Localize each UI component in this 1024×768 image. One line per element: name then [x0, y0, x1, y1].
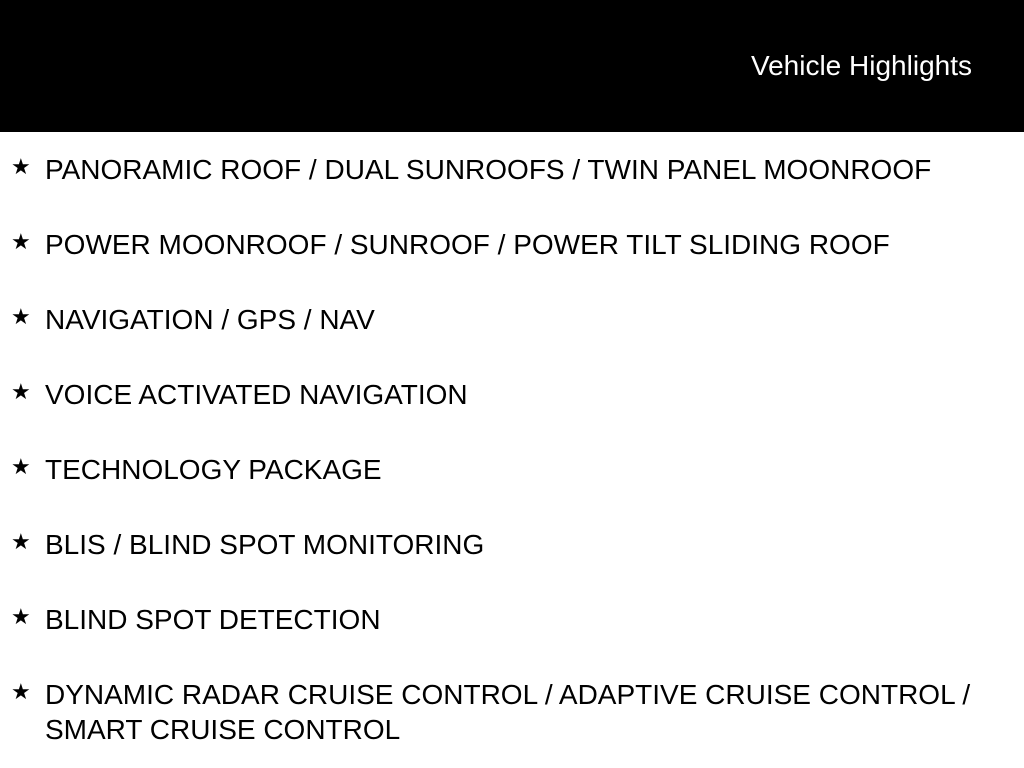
star-icon: ★	[11, 604, 31, 629]
star-icon: ★	[11, 229, 31, 254]
highlight-label: BLIS / BLIND SPOT MONITORING	[45, 529, 485, 560]
list-item	[0, 600, 1024, 675]
vehicle-highlights-list	[0, 150, 1024, 765]
list-item	[0, 675, 1024, 765]
highlight-label: POWER MOONROOF / SUNROOF / POWER TILT SLIDING ROOF	[45, 229, 890, 260]
star-icon: ★	[11, 304, 31, 329]
highlight-label: BLIND SPOT DETECTION	[45, 604, 381, 635]
highlight-label: VOICE ACTIVATED NAVIGATION	[45, 379, 468, 410]
list-item	[0, 375, 1024, 450]
list-item	[0, 150, 1024, 225]
star-icon: ★	[11, 379, 31, 404]
list-item	[0, 450, 1024, 525]
star-icon: ★	[11, 454, 31, 479]
list-item	[0, 300, 1024, 375]
list-item	[0, 525, 1024, 600]
page-title: Vehicle Highlights	[750, 50, 972, 81]
star-icon: ★	[11, 529, 31, 554]
highlight-label: PANORAMIC ROOF / DUAL SUNROOFS / TWIN PANEL MOONROOF	[45, 154, 932, 185]
highlight-label: DYNAMIC RADAR CRUISE CONTROL / ADAPTIVE CRUISE CONTROL / SMART CRUISE CONTROL	[45, 679, 971, 745]
header-bar	[0, 0, 1024, 132]
list-item	[0, 225, 1024, 300]
star-icon: ★	[11, 679, 31, 704]
highlight-label: TECHNOLOGY PACKAGE	[45, 454, 382, 485]
star-icon: ★	[11, 154, 31, 179]
highlight-label: NAVIGATION / GPS / NAV	[45, 304, 375, 335]
